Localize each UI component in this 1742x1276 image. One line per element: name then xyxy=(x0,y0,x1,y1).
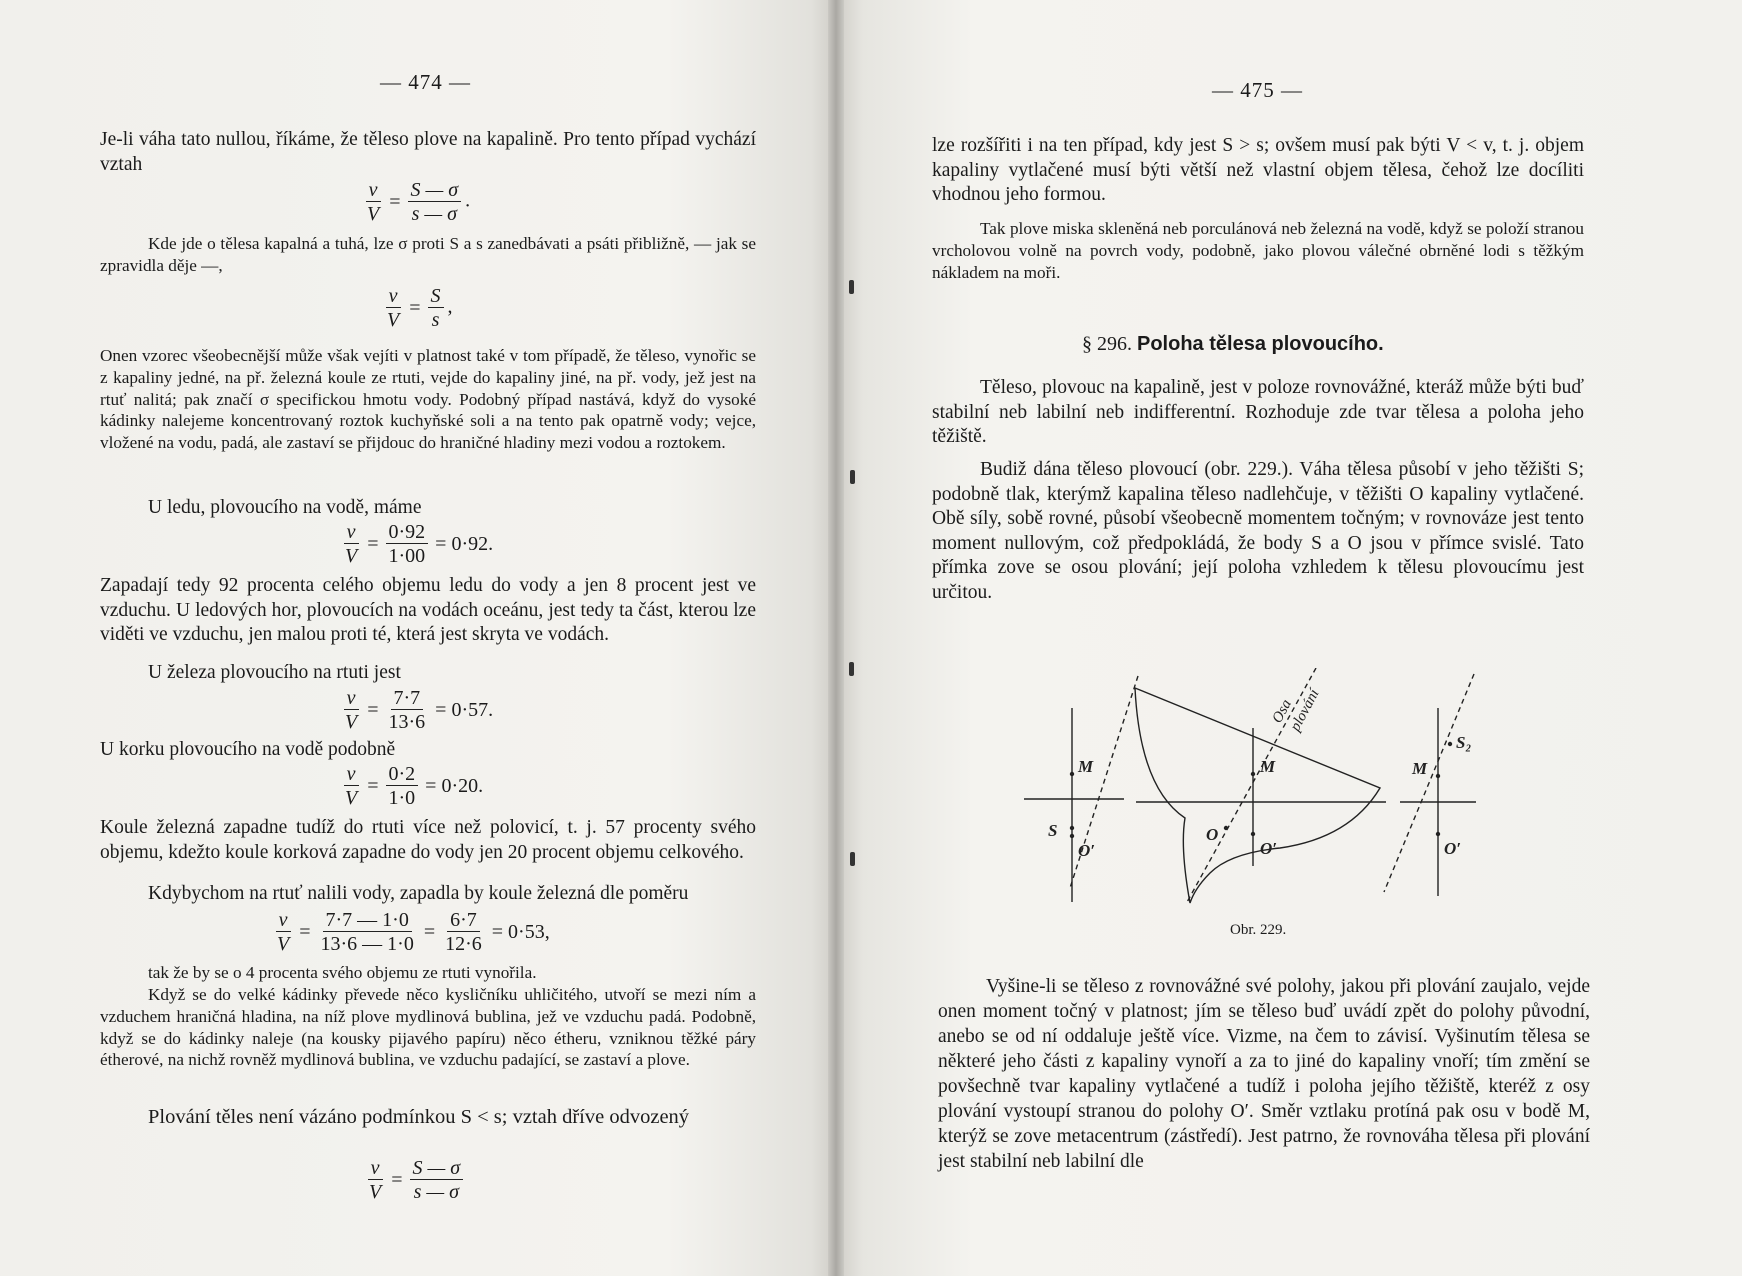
paragraph xyxy=(100,128,756,177)
paragraph xyxy=(932,134,1584,208)
paragraph-text: Budiž dána těleso plovoucí (obr. 229.). Váha tělesa působí v jeho těžišti S; podobně tlak, kterýmž kapalina těleso nadlehčuje, v těžišti O kapaliny vytlačené. Obě síly, sobě rovné, působí všeobecně momentem točným; v rovnováze jest tento moment nullovým, což předpokládá, že body S a O jsou v přímce svislé. Tato přímka zove se osou plování; její poloha vzhledem k tělesu plovoucímu jest určitou. xyxy=(932,459,1584,603)
paragraph-text: tak že by se o 4 procenta svého objemu ze rtuti vynořila. xyxy=(148,963,537,982)
paragraph-text: Zapadají tedy 92 procenta celého objemu ledu do vody a jen 8 procent jest ve vzduchu. U ledových hor, plovoucích na vodách oceánu, jest tedy ta část, kterou lze viděti ve vzduchu, jen malou proti té, která jest skryta ve vodách. xyxy=(100,575,756,645)
fraction-denominator: s — σ xyxy=(413,1181,460,1203)
binding-hole xyxy=(850,852,855,866)
paragraph-text: U ledu, plovoucího na vodě, máme xyxy=(148,497,422,518)
paragraph xyxy=(100,661,756,686)
paragraph-text: Plování těles není vázáno podmínkou S < s; vztah dříve odvozený xyxy=(148,1106,690,1128)
equation-2: $\frac{v}{V}$ = $\frac{S}{s}$ , xyxy=(380,286,453,330)
fraction-denominator: 1·00 xyxy=(388,545,426,567)
paragraph-text: Když se do velké kádinky převede něco kysličníku uhličitého, utvoří se mezi ním a vzduchem hraničná hladina, na níž plove mydlinová bublina, jež ve vzduchu padá. Podobně, když se do kádinky naleje (na kousky pijavého papíru) něco étheru, vzniknou těžké páry étherové, na nichž rovněž mydlinová bublina, ve vzduchu padající, se zastaví a plove. xyxy=(100,985,756,1070)
point-M xyxy=(1436,774,1440,778)
fraction-denominator: V xyxy=(277,933,290,955)
equation-7: $\frac{v}{V}$ = $\frac{S — \sigma}{s — \sigma}$ xyxy=(362,1158,467,1202)
figure-label: M xyxy=(1260,757,1276,776)
paragraph-text: Koule železná zapadne tudíž do rtuti více než polovicí, t. j. 57 procenty svého objemu, kdežto koule korková zapadne do vody jen 20 procent objemu celkového. xyxy=(100,817,756,863)
equation-result: = 0·57. xyxy=(435,698,494,721)
point-M xyxy=(1251,772,1255,776)
equation-result: = 0·20. xyxy=(425,774,484,797)
figure-label: M xyxy=(1412,759,1428,778)
figure-label: O′ xyxy=(1444,839,1462,858)
page-number: — 475 — xyxy=(1212,78,1303,102)
fraction-denominator: 1·0 xyxy=(388,787,416,809)
paragraph xyxy=(938,974,1590,1174)
equation-result: = 0·92. xyxy=(435,532,494,555)
point-O-prime xyxy=(1436,832,1440,836)
figure-label-axis: plování xyxy=(1287,686,1323,734)
paragraph xyxy=(932,458,1584,605)
paragraph-text: Vyšine-li se těleso z rovnovážné své polohy, jakou při plování zaujalo, vejde onen moment točný v platnost; jím se těleso buď uvádí zpět do polohy původní, anebo se od ní oddaluje ještě více. Vizme, na čem to závisí. Vyšinutím tělesa se některé jeho části z kapaliny vynoří a za to jiné do kapaliny vnoří; tím změní se povšechně tvar kapaliny vytlačené a tudíž i poloha jejího těžiště, kteréž z osy plování vystoupí stranou do polohy O′. Směr vztlaku protíná pak osu v bodě M, kterýž se zove metacentrum (zástředí). Jest patrno, že rovnováha tělesa při plování jest stabilní neb labilní dle xyxy=(938,976,1590,1172)
point-O xyxy=(1224,826,1228,830)
figure-label: M xyxy=(1078,757,1094,776)
equation-1: $\frac{v}{V}$ = $\frac{S — \sigma}{s — \sigma}$ . xyxy=(360,180,470,224)
fraction-denominator: s — σ xyxy=(411,203,458,225)
paragraph-text: lze rozšířiti i na ten případ, kdy jest S > s; ovšem musí pak býti V < v, t. j. objem kapaliny vytlačené musí býti větší než vlastní objem tělesa, čehož lze docíliti vhodnou jeho formou. xyxy=(932,135,1584,205)
paragraph xyxy=(932,376,1584,450)
section-heading xyxy=(1082,333,1384,356)
floating-body-outline xyxy=(1135,688,1380,903)
equation-3: $\frac{v}{V}$ = $\frac{0\cdot 92}{1\cdot 00}$ = 0·92. xyxy=(338,522,496,566)
paragraph-text: U korku plovoucího na vodě podobně xyxy=(100,739,396,760)
fraction-denominator: V xyxy=(369,1181,382,1203)
floating-body-diagram xyxy=(1020,668,1488,928)
figure-label: S₂ xyxy=(1456,733,1472,752)
figure-caption: Obr. 229. xyxy=(1230,922,1287,938)
paragraph xyxy=(100,738,756,763)
equation-result: = 0·53, xyxy=(491,920,550,943)
paragraph xyxy=(100,233,756,277)
fraction-numerator: v xyxy=(368,1158,383,1180)
point-S2 xyxy=(1448,742,1452,746)
paragraph-text: Kde jde o tělesa kapalná a tuhá, lze σ proti S a s zanedbávati a psáti přibližně, — jak se zpravidla děje —, xyxy=(100,234,756,275)
fraction-numerator: 7·7 xyxy=(391,688,424,710)
fraction-denominator: V xyxy=(345,787,358,809)
paragraph xyxy=(100,1104,756,1130)
paragraph xyxy=(932,218,1584,283)
equation-5: $\frac{v}{V}$ = $\frac{0\cdot 2}{1\cdot 0}$ = 0·20. xyxy=(338,764,486,808)
paragraph-text: Kdybychom na rtuť nalili vody, zapadla by koule železná dle poměru xyxy=(148,883,689,904)
fraction-denominator: s xyxy=(431,309,440,331)
equation-4: $\frac{v}{V}$ = $\frac{7\cdot 7}{13\cdot 6}$ = 0·57. xyxy=(338,688,496,732)
fraction-numerator: S — σ xyxy=(410,1158,464,1180)
fraction-numerator: v xyxy=(344,764,359,786)
equation-punct: , xyxy=(447,295,453,318)
fraction-denominator: V xyxy=(345,711,358,733)
section-title: Poloha tělesa plovoucího. xyxy=(1137,333,1384,355)
paragraph-text: Je-li váha tato nullou, říkáme, že těleso plove na kapalině. Pro tento případ vychází vztah xyxy=(100,129,756,175)
fraction-numerator: 6·7 xyxy=(447,910,480,932)
figure-229 xyxy=(1020,668,1488,928)
figure-label: O xyxy=(1206,825,1219,844)
figure-label: S xyxy=(1048,821,1058,840)
tilted-axis xyxy=(1384,674,1474,892)
paragraph xyxy=(100,574,756,648)
paragraph-text: Tak plove miska skleněná neb porculánová neb železná na vodě, když se položí stranou vrcholovou volně na povrch vody, podobně, jako plovou válečné obrněné lodi s těžkým nákladem na moři. xyxy=(932,219,1584,282)
paragraph xyxy=(100,984,756,1071)
fraction-denominator: 12·6 xyxy=(445,933,482,955)
fraction-denominator: 13·6 — 1·0 xyxy=(320,933,414,955)
fraction-denominator: V xyxy=(367,203,380,225)
fraction-denominator: 13·6 xyxy=(388,711,426,733)
paragraph-text: Onen vzorec všeobecnější může však vejíti v platnost také v tom případě, že těleso, vynořic se z kapaliny jedné, na př. železná koule ze rtuti, vejde do kapaliny jiné, na př. vody, jež jest na rtuť nalitá; pak značí σ specifickou hmotu vody. Podobný případ nastává, když do vysoké kádinky nalejeme koncentrovaný roztok kuchyňské soli a na tento pak opatrně vody; vejce, vložené na vodu, padá, ale zastaví se přijdouc do hraničné hladiny mezi vodou a roztokem. xyxy=(100,346,756,453)
binding-hole xyxy=(849,280,854,294)
equation-6: $\frac{v}{V}$ = $\frac{7\cdot 7 — 1\cdot 0}{13\cdot 6 — 1\cdot 0}$ = $\frac{6\cdot 7}{12\cdot 6}$ = 0·53, xyxy=(270,910,553,954)
fraction-numerator: S xyxy=(428,286,444,308)
fraction-numerator: 0·92 xyxy=(386,522,429,544)
fraction-numerator: v xyxy=(386,286,401,308)
paragraph xyxy=(100,882,756,907)
figure-label: O′ xyxy=(1260,839,1278,858)
fraction-numerator: v xyxy=(344,522,359,544)
tilted-axis xyxy=(1186,668,1316,904)
binding-hole xyxy=(850,470,855,484)
book-gutter xyxy=(828,0,844,1276)
paragraph-text: Těleso, plovouc na kapalině, jest v poloze rovnovážné, kteráž může býti buď stabilní neb labilní neb indifferentní. Rozhoduje zde tvar tělesa a poloha jeho těžiště. xyxy=(932,377,1584,447)
figure-label-axis: Osa xyxy=(1269,697,1295,726)
fraction-numerator: 0·2 xyxy=(386,764,419,786)
fraction-denominator: V xyxy=(345,545,358,567)
figure-label: O′ xyxy=(1078,841,1096,860)
point-S xyxy=(1070,826,1074,830)
page-number: — 474 — xyxy=(380,70,471,94)
fraction-numerator: v xyxy=(344,688,359,710)
fraction-denominator: V xyxy=(387,309,400,331)
paragraph xyxy=(100,345,756,454)
point-O-prime xyxy=(1070,834,1074,838)
point-M xyxy=(1070,772,1074,776)
fraction-numerator: v xyxy=(366,180,381,202)
fraction-numerator: S — σ xyxy=(408,180,462,202)
paragraph xyxy=(100,962,756,984)
section-number: § 296. xyxy=(1082,333,1132,355)
fraction-numerator: 7·7 — 1·0 xyxy=(323,910,412,932)
paragraph xyxy=(100,816,756,865)
paragraph-text: U železa plovoucího na rtuti jest xyxy=(148,662,401,683)
paragraph xyxy=(100,496,756,521)
equation-punct: . xyxy=(465,189,471,212)
point-O-prime xyxy=(1251,832,1255,836)
binding-hole xyxy=(849,662,854,676)
fraction-numerator: v xyxy=(276,910,291,932)
